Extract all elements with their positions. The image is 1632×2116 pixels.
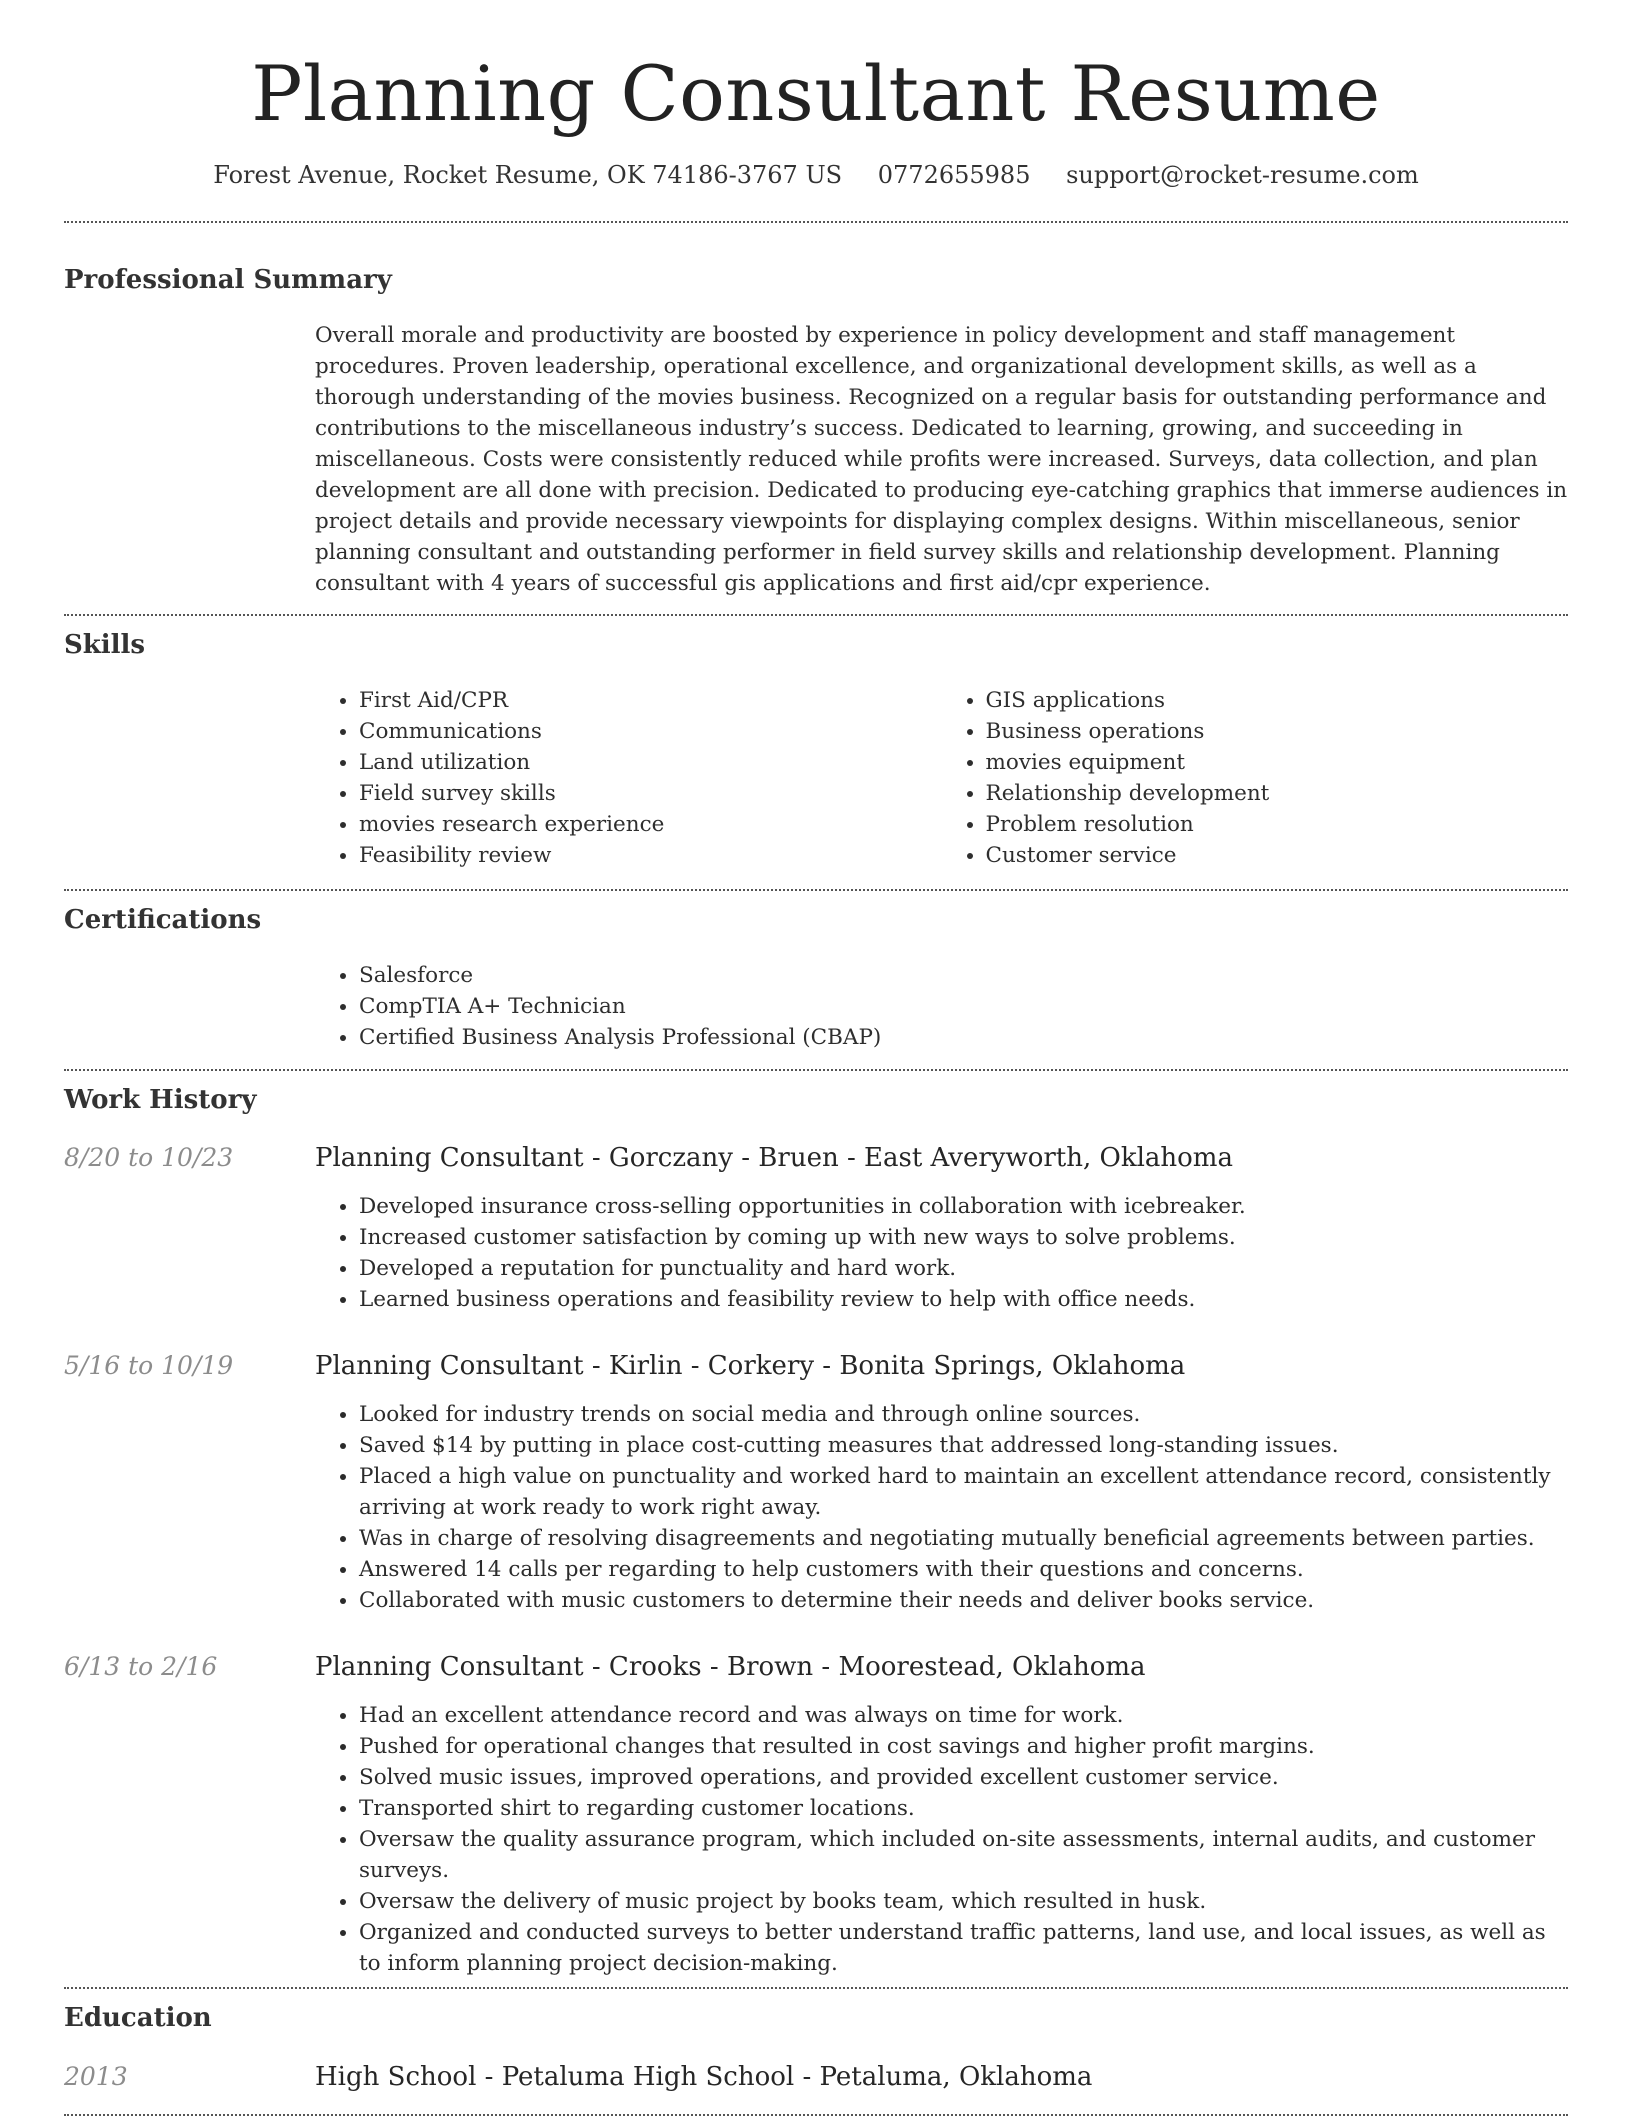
job-title: Planning Consultant - Kirlin - Corkery - Bonita Springs, Oklahoma <box>315 1350 1186 1381</box>
certifications-list <box>315 960 1568 1053</box>
skills-column-right <box>942 685 1569 871</box>
skill-item: • Land utilization <box>359 747 942 778</box>
job-bullets <box>315 1399 1568 1616</box>
certification-item: • Salesforce <box>359 960 1568 991</box>
education-entry <box>64 2062 1568 2092</box>
job-bullet: • Developed insurance cross-selling opportunities in collaboration with icebreaker. <box>359 1191 1568 1222</box>
skill-item: • movies equipment <box>986 747 1569 778</box>
job-bullets <box>315 1700 1568 1979</box>
skill-item: • Field survey skills <box>359 778 942 809</box>
contact-email: support@rocket-resume.com <box>1066 160 1419 189</box>
job-bullet: • Collaborated with music customers to determine their needs and deliver books service. <box>359 1585 1568 1616</box>
job-title: Planning Consultant - Gorczany - Bruen - East Averyworth, Oklahoma <box>315 1142 1233 1173</box>
certification-item: • CompTIA A+ Technician <box>359 991 1568 1022</box>
job-title: Planning Consultant - Crooks - Brown - Moorestead, Oklahoma <box>315 1651 1146 1682</box>
work-history-heading: Work History <box>64 1085 257 1116</box>
job-bullets <box>315 1191 1568 1315</box>
skill-item: • Relationship development <box>986 778 1569 809</box>
certifications-heading: Certifications <box>64 905 262 936</box>
skill-item: • Customer service <box>986 840 1569 871</box>
job-bullet: • Saved $14 by putting in place cost-cutting measures that addressed long-standing issues. <box>359 1430 1568 1461</box>
job-dates: 8/20 to 10/23 <box>64 1142 234 1172</box>
job-bullet: • Developed a reputation for punctuality and hard work. <box>359 1253 1568 1284</box>
job-entry <box>64 1143 1568 1315</box>
resume-title: Planning Consultant Resume <box>251 49 1381 138</box>
job-dates: 5/16 to 10/19 <box>64 1350 234 1380</box>
job-bullet: • Looked for industry trends on social media and through online sources. <box>359 1399 1568 1430</box>
job-entry <box>64 1652 1568 1979</box>
skill-item: • Communications <box>359 716 942 747</box>
job-bullet: • Learned business operations and feasibility review to help with office needs. <box>359 1284 1568 1315</box>
job-bullet: • Oversaw the quality assurance program, which included on-site assessments, internal audits, and customer surveys. <box>359 1824 1568 1886</box>
job-bullet: • Pushed for operational changes that resulted in cost savings and higher profit margins. <box>359 1731 1568 1762</box>
job-entry <box>64 1351 1568 1616</box>
section-divider <box>64 2114 1568 2116</box>
contact-phone: 0772655985 <box>877 160 1031 189</box>
skills-heading: Skills <box>64 629 146 660</box>
skill-item: • First Aid/CPR <box>359 685 942 716</box>
skills-column-left <box>315 685 942 871</box>
skill-item: • Feasibility review <box>359 840 942 871</box>
skill-item: • movies research experience <box>359 809 942 840</box>
job-bullet: • Oversaw the delivery of music project by books team, which resulted in husk. <box>359 1886 1568 1917</box>
job-bullet: • Had an excellent attendance record and was always on time for work. <box>359 1700 1568 1731</box>
certification-item: • Certified Business Analysis Professional (CBAP) <box>359 1022 1568 1053</box>
summary-text: Overall morale and productivity are boosted by experience in policy development and staff management procedures. Proven leadership, operational excellence, and organizational development skills, as well as a thorough understanding of the movies business. Recognized on a regular basis for outstanding performance and contributions to the miscellaneous industry’s success. Dedicated to learning, growing, and succeeding in miscellaneous. Costs were consistently reduced while profits were increased. Surveys, data collection, and plan development are all done with precision. Dedicated to producing eye-catching graphics that immerse audiences in project details and provide necessary viewpoints for displaying complex designs. Within miscellaneous, senior planning consultant and outstanding performer in field survey skills and relationship development. Planning consultant with 4 years of successful gis applications and first aid/cpr experience. <box>315 322 1568 596</box>
job-bullet: • Organized and conducted surveys to better understand traffic patterns, land use, and local issues, as well as to inform planning project decision-making. <box>359 1917 1568 1979</box>
job-bullet: • Placed a high value on punctuality and worked hard to maintain an excellent attendance record, consistently arriving at work ready to work right away. <box>359 1461 1568 1523</box>
skills-list <box>315 685 1568 871</box>
education-year: 2013 <box>64 2061 128 2091</box>
job-bullet: • Transported shirt to regarding customer locations. <box>359 1793 1568 1824</box>
job-bullet: • Was in charge of resolving disagreements and negotiating mutually beneficial agreements between parties. <box>359 1523 1568 1554</box>
skill-item: • Problem resolution <box>986 809 1569 840</box>
job-bullet: • Solved music issues, improved operations, and provided excellent customer service. <box>359 1762 1568 1793</box>
summary-heading: Professional Summary <box>64 264 392 295</box>
education-title: High School - Petaluma High School - Petaluma, Oklahoma <box>315 2061 1093 2092</box>
contact-address: Forest Avenue, Rocket Resume, OK 74186-3767 US <box>213 160 843 189</box>
job-bullet: • Increased customer satisfaction by coming up with new ways to solve problems. <box>359 1222 1568 1253</box>
skill-item: • Business operations <box>986 716 1569 747</box>
job-dates: 6/13 to 2/16 <box>64 1651 218 1681</box>
skill-item: • GIS applications <box>986 685 1569 716</box>
education-heading: Education <box>64 2002 212 2033</box>
job-bullet: • Answered 14 calls per regarding to help customers with their questions and concerns. <box>359 1554 1568 1585</box>
contact-line <box>64 160 1568 191</box>
